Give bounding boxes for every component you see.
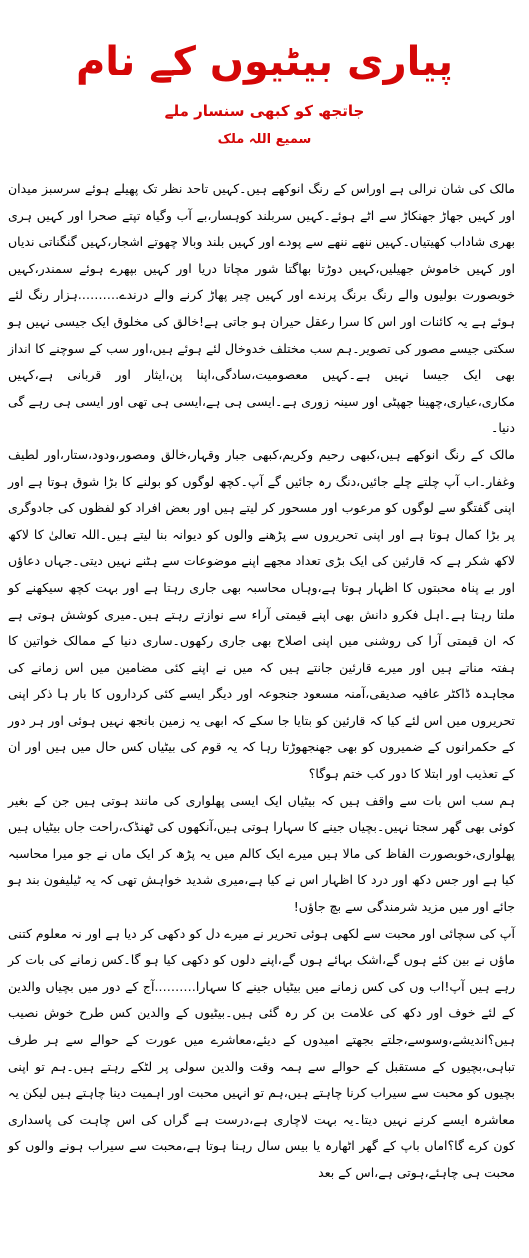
article-paragraph: مالک کے رنگ انوکھے ہیں،کبھی رحیم وکریم،کبھی جبار وقہار،خالق ومصور،ودود،ستار،اور لطیف وغفار۔اب آپ چلتے چلے جائیں،دنگ رہ جائیں گے آپ۔کچھ لوگوں کو بولنے کا بڑا شوق ہوتا ہے اور اپنی گفتگو سے لوگوں کو مرعوب اور مسحور کر لیتے ہیں اور بعض افراد کو لفظوں کی جادوگری پر بڑا کمال ہوتا ہے اور اپنی تحریروں سے پڑھنے والوں کو دیوانہ بنا لیتے ہیں۔اللہ تعالیٰ کا لاکھ لاکھ شکر ہے کہ قارئین کی ایک بڑی تعداد مجھے اپنے موضوعات سے ہٹنے نہیں دیتی۔جہاں دعاؤں اور بے پناہ محبتوں کا اظہار ہوتا ہے،وہاں محاسبہ بھی جاری رہتا ہے اور بہت کچھ سیکھنے کو ملتا رہتا ہے۔اہل فکرو دانش بھی اپنے قیمتی آراء سے نوازتے رہتے ہیں۔میری کوشش ہوتی ہے کہ ان قیمتی آرا کی روشنی میں اپنی اصلاح بھی جاری رکھوں۔ساری دنیا کے ممالک خواتین کا ہفتہ مناتے ہیں اور میرے قارئین جانتے ہیں کہ میں نے اپنے کئی مضامین میں اس زمانے کی مجاہدہ ڈاکٹر عافیہ صدیقی،آمنہ مسعود جنجوعہ اور دیگر ایسے کئی کرداروں کا بار ہا ذکر اپنی تحریروں میں اس لئے کیا کہ قارئین کو بتایا جا سکے کہ ابھی یہ زمین بانجھ نہیں ہوئی اور ہر دور کے حکمرانوں کے ضمیروں کو بھی جھنجھوڑتا رہا کہ یہ قوم کی بیٹیاں کس حال میں ہیں اور ان کے تعذیب اور ابتلا کا دور کب ختم ہوگا؟ (8, 446, 515, 782)
article-header (0, 34, 529, 150)
article-subtitle: جاتجھ کو کبھی سنسار ملے (164, 102, 365, 120)
article-title: پیاری بیٹیوں کے نام (75, 39, 454, 85)
article-paragraph: آپ کی سچائی اور محبت سے لکھی ہوئی تحریر نے میرے دل کو دکھی کر دیا ہے اور نہ معلوم کتنی ماؤں نے بین کئے ہوں گے،اشک بہائے ہوں گے،اپنے دلوں کو دکھی کیا ہو گا۔کس زمانے کی بات کر رہے ہیں آپ!اب وں کی کس زمانے میں بیٹیاں جینے کا سہارا……….آج کے دور میں بچیاں والدین کے لئے خوف اور دکھ کی علامت بن کر رہ گئی ہیں۔بیٹیوں کے والدین کس طرح خوش نصیب ہیں؟اندیشے،وسوسے،جلتے بجھتے امیدوں کے دیئے،معاشرے میں عورت کے حوالے سے ہر طرف تباہی،بچیوں کے مستقبل کے حوالے سے ہمہ وقت والدین سولی پر لٹکے رہتے ہیں۔ہم تو اپنی بچیوں کو محبت سے سیراب کرنا چاہتے ہیں،ہم تو انہیں محبت اور اہمیت دینا چاہتے ہیں لیکن یہ معاشرہ ایسے کرنے نہیں دیتا۔یہ بہت لاچاری ہے،درست ہے گراں کی اس چاہت کی پاسداری کون کرے گا؟اماں باپ کے گھر اٹھارہ یا بیس سال رہنا ہوتا ہے،محبت سے سیراب ہونے والوں کو محبت ہی چاہئے،ہوتی ہے،اس کے بعد (8, 925, 515, 1180)
article-paragraph: مالک کی شان نرالی ہے اوراس کے رنگ انوکھے ہیں۔کہیں تاحد نظر تک پھیلے ہوئے سرسبز میدان اور کہیں جھاڑ جھنکاڑ سے اٹے ہوئے۔کہیں سربلند کوہسار،بے آب وگیاہ تپتے صحرا اور کہیں ہری بھری شاداب کھیتیاں۔کہیں ننھے ننھے سے پودے اور کہیں بلند وبالا چھوتے اشجار،کہیں گنگناتی ندیاں اور کہیں خاموش جھیلیں،کہیں دوڑتا بھاگتا شور مچاتا دریا اور کہیں بپھرے ہوئے سمندر،کہیں خوبصورت بولیوں والے رنگ برنگ پرندے اور کہیں چیر پھاڑ کرنے والے درندے……….ہزار رنگ لئے ہوئے ہے یہ کائنات اور اس کا سرا رعقل حیران ہو جاتی ہے!خالق کی مخلوق ایک جیسی نہیں ہو سکتی جیسے مصور کی تصویر۔ہم سب مختلف خدوخال لئے ہوئے ہیں،اور سب کے سوچنے کا انداز بھی ایک جیسا نہیں ہے۔کہیں معصومیت،سادگی،اپنا پن،ایثار اور قربانی ہے،کہیں مکاری،عیاری،چھینا جھپٹی اور سینہ زوری ہے۔ایسی ہی ہے،ایسی ہی تھی اور ایسی ہی رہے گی دنیا۔ (8, 181, 515, 436)
article-paragraph: ہم سب اس بات سے واقف ہیں کہ بیٹیاں ایک ایسی پھلواری کی مانند ہوتی ہیں جن کے بغیر کوئی بھی گھر سجتا نہیں۔بچیاں جینے کا سہارا ہوتی ہیں،آنکھوں کی ٹھنڈک،راحت جاں بیٹیاں ہیں پھلواری،خوبصورت الفاظ کی مالا ہیں میرے ایک کالم میں یہ پڑھ کر ایک ماں نے جو میرا محاسبہ کیا ہے اور جس دکھ اور درد کا اظہار اس نے کیا ہے،میری شدید خواہش تھی کہ یہ ٹیلیفون بند ہو جائے اور میں مزید شرمندگی سے بچ جاؤں! (8, 792, 515, 915)
article-author: سمیع اللہ ملک (217, 132, 312, 147)
article-body (8, 176, 515, 1187)
